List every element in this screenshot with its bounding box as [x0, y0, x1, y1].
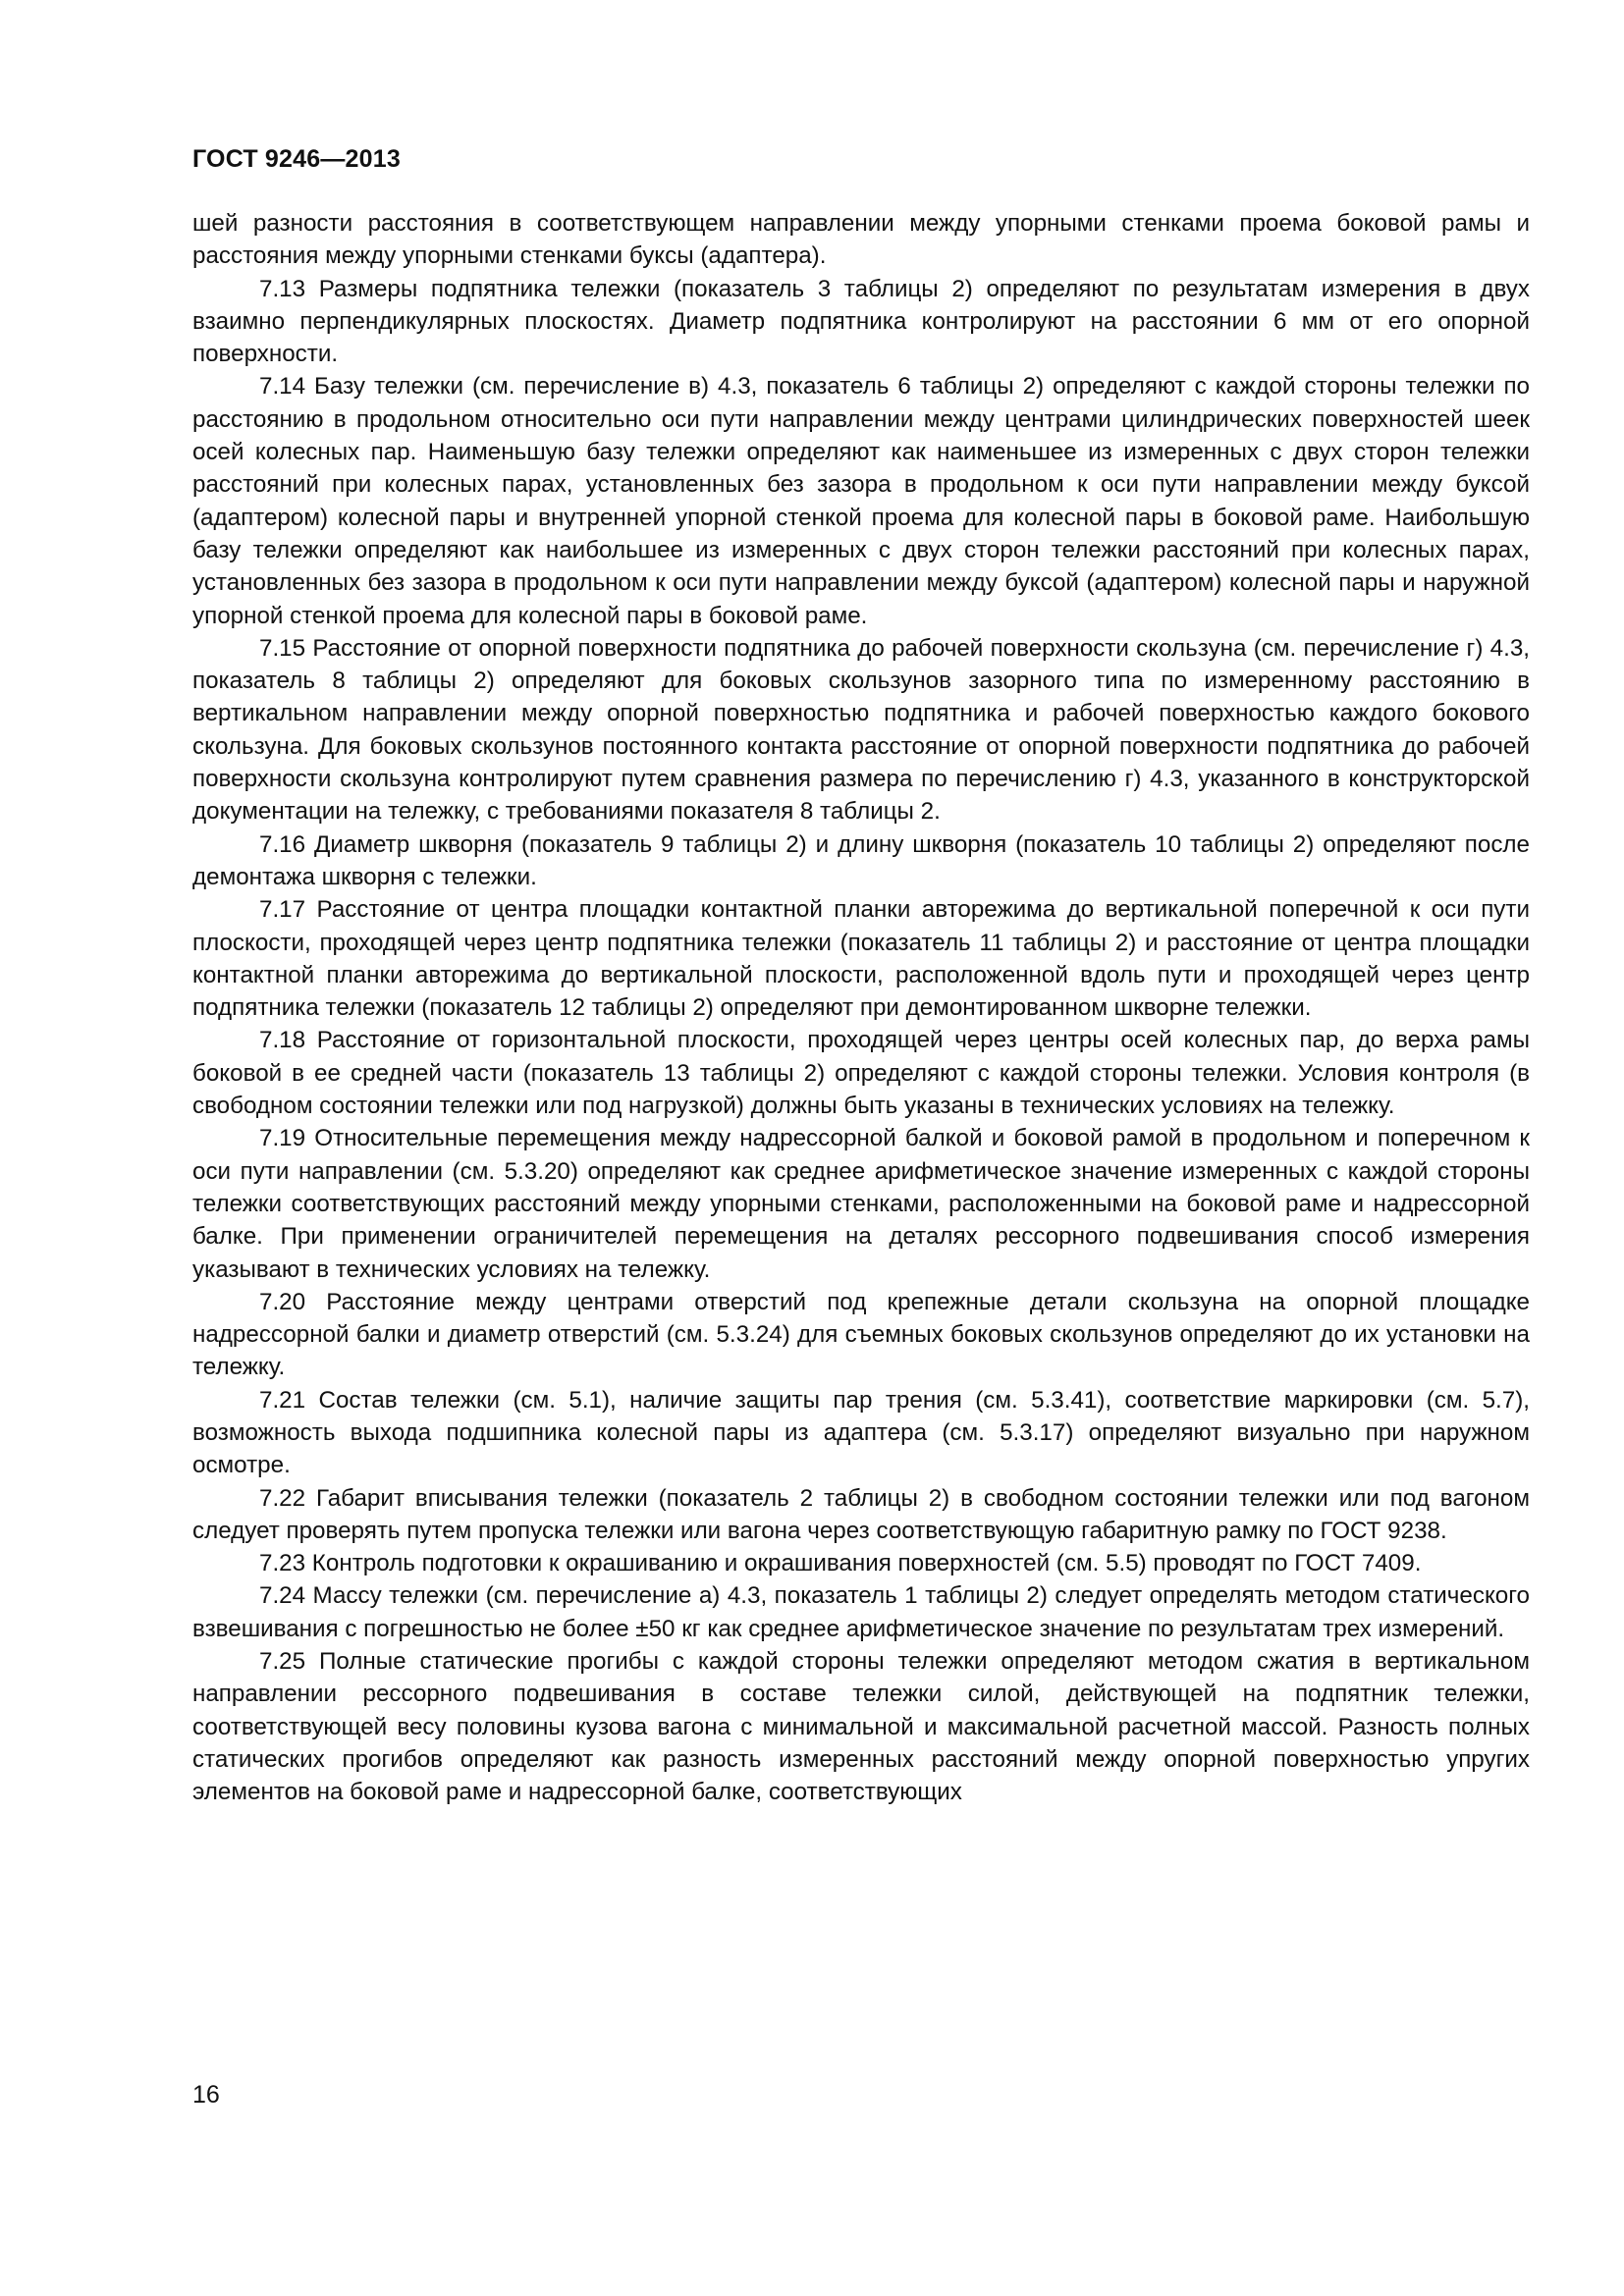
paragraph-7-15: 7.15 Расстояние от опорной поверхности подпятника до рабочей поверхности скользуна (см. перечисление г) 4.3, показатель 8 таблицы 2) определяют для боковых скользунов зазорного типа по измеренному расстоянию в вертикальном направлении между опорной поверхностью подпятника и рабочей поверхностью каждого бокового скользуна. Для боковых скользунов постоянного контакта расстояние от опорной поверхности подпятника до рабочей поверхности скользуна контролируют путем сравнения размера по перечислению г) 4.3, указанного в конструкторской документации на тележку, с требованиями показателя 8 таблицы 2.: [192, 634, 1530, 826]
page-number: 16: [192, 2081, 220, 2109]
paragraph-7-17: 7.17 Расстояние от центра площадки контактной планки авторежима до вертикальной поперечной к оси пути плоскости, проходящей через центр подпятника тележки (показатель 11 таблицы 2) и расстояние от центра площадки контактной планки авторежима до вертикальной плоскости, расположенной вдоль пути и проходящей через центр подпятника тележки (показатель 12 таблицы 2) определяют при демонтированном шкворне тележки.: [192, 896, 1530, 1022]
paragraph-7-22: 7.22 Габарит вписывания тележки (показатель 2 таблицы 2) в свободном состоянии тележки или под вагоном следует проверять путем пропуска тележки или вагона через соответствующую габаритную рамку по ГОСТ 9238.: [192, 1484, 1530, 1544]
paragraph-7-19: 7.19 Относительные перемещения между надрессорной балкой и боковой рамой в продольном и поперечном к оси пути направлении (см. 5.3.20) определяют как среднее арифметическое значение измеренных с каждой стороны тележки соответствующих расстояний между упорными стенками, расположенными на боковой раме и надрессорной балке. При применении ограничителей перемещения на деталях рессорного подвешивания способ измерения указывают в технических условиях на тележку.: [192, 1125, 1530, 1283]
paragraph-7-14: 7.14 Базу тележки (см. перечисление в) 4.3, показатель 6 таблицы 2) определяют с каждой стороны тележки по расстоянию в продольном относительно оси пути направлении между центрами цилиндрических поверхностей шеек осей колесных пар. Наименьшую базу тележки определяют как наименьшее из измеренных с двух сторон тележки расстояний при колесных парах, установленных без зазора в продольном к оси пути направлении между буксой (адаптером) колесной пары и внутренней упорной стенкой проема для колесной пары в боковой раме. Наибольшую базу тележки определяют как наибольшее из измеренных с двух сторон тележки расстояний при колесных парах, установленных без зазора в продольном к оси пути направлении между буксой (адаптером) колесной пары и наружной упорной стенкой проема для колесной пары в боковой раме.: [192, 373, 1530, 629]
paragraph-7-16: 7.16 Диаметр шкворня (показатель 9 таблицы 2) и длину шкворня (показатель 10 таблицы 2) определяют после демонтажа шкворня с тележки.: [192, 830, 1530, 890]
paragraph-7-25: 7.25 Полные статические прогибы с каждой стороны тележки определяют методом сжатия в вертикальном направлении рессорного подвешивания в составе тележки силой, действующей на подпятник тележки, соответствующей весу половины кузова вагона с минимальной и максимальной расчетной массой. Разность полных статических прогибов определяют как разность измеренных расстояний между опорной поверхностью упругих элементов на боковой раме и надрессорной балке, соответствующих: [192, 1648, 1530, 1806]
document-page: [192, 0, 1530, 2296]
paragraph-continuation: шей разности расстояния в соответствующем направлении между упорными стенками проема боковой рамы и расстояния между упорными стенками буксы (адаптера).: [192, 210, 1530, 270]
document-code-header: ГОСТ 9246—2013: [192, 145, 401, 173]
paragraph-7-18: 7.18 Расстояние от горизонтальной плоскости, проходящей через центры осей колесных пар, до верха рамы боковой в ее средней части (показатель 13 таблицы 2) определяют с каждой стороны тележки. Условия контроля (в свободном состоянии тележки или под нагрузкой) должны быть указаны в технических условиях на тележку.: [192, 1027, 1530, 1120]
paragraph-7-23: 7.23 Контроль подготовки к окрашиванию и окрашивания поверхностей (см. 5.5) проводят по ГОСТ 7409.: [259, 1550, 1422, 1577]
paragraph-7-24: 7.24 Массу тележки (см. перечисление а) 4.3, показатель 1 таблицы 2) следует определять методом статического взвешивания с погрешностью не более ±50 кг как среднее арифметическое значение по результатам трех измерений.: [192, 1582, 1530, 1642]
paragraph-7-21: 7.21 Состав тележки (см. 5.1), наличие защиты пар трения (см. 5.3.41), соответствие маркировки (см. 5.7), возможность выхода подшипника колесной пары из адаптера (см. 5.3.17) определяют визуально при наружном осмотре.: [192, 1386, 1530, 1479]
paragraph-7-13: 7.13 Размеры подпятника тележки (показатель 3 таблицы 2) определяют по результатам измерения в двух взаимно перпендикулярных плоскостях. Диаметр подпятника контролируют на расстоянии 6 мм от его опорной поверхности.: [192, 275, 1530, 368]
body-text: [192, 207, 1530, 1809]
paragraph-7-20: 7.20 Расстояние между центрами отверстий под крепежные детали скользуна на опорной площадке надрессорной балки и диаметр отверстий (см. 5.3.24) для съемных боковых скользунов определяют до их установки на тележку.: [192, 1288, 1530, 1381]
